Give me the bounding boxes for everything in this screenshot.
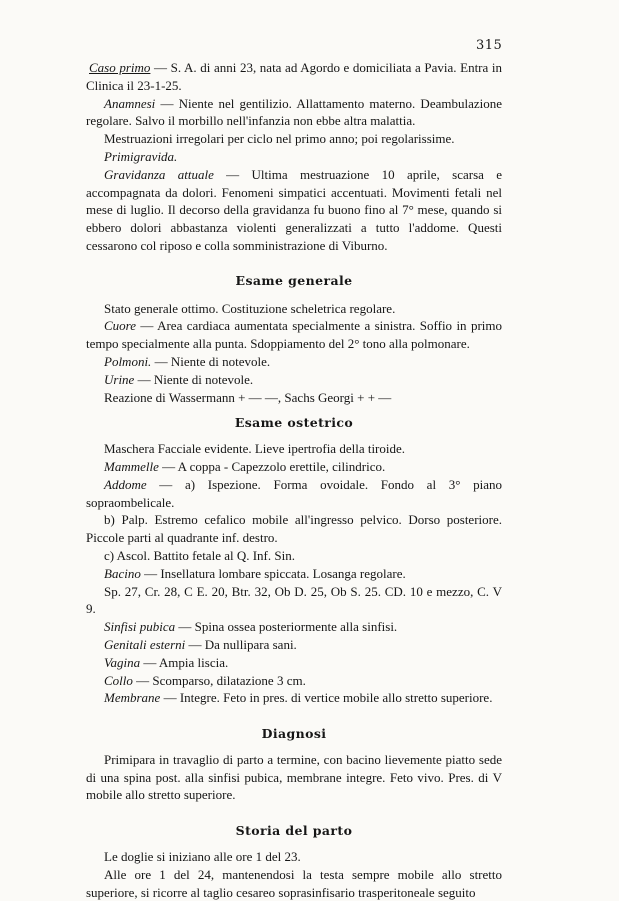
mestruazioni-line: Mestruazioni irregolari per ciclo nel primo anno; poi regolarissime. <box>104 131 455 147</box>
heading-esame-generale: Esame generale <box>235 272 353 288</box>
maschera-line: Maschera Facciale evidente. Lieve ipertrofia della tiroide. <box>104 441 406 457</box>
addome-paragraph: Addome — a) Ispezione. Forma ovoidale. Fondo al 3° piano sopraombelicale. <box>86 476 502 510</box>
sinfisi-line: Sinfisi pubica — Spina ossea posteriormente alla sinfisi. <box>104 619 398 635</box>
heading-esame-ostetrico: Esame ostetrico <box>234 415 354 431</box>
case-title: Caso primo <box>89 60 151 75</box>
heading-diagnosi: Diagnosi <box>261 726 327 742</box>
palpazione-paragraph: b) Palp. Estremo cefalico mobile all'ingresso pelvico. Dorso posteriore. Piccole parti al quadrante inf. destro. <box>86 512 502 546</box>
genitali-line: Genitali esterni — Da nullipara sani. <box>104 636 297 652</box>
vagina-line: Vagina — Ampia liscia. <box>104 654 229 670</box>
collo-line: Collo — Scomparso, dilatazione 3 cm. <box>104 672 306 688</box>
gravidanza-paragraph: Gravidanza attuale — Ultima mestruazione 10 aprile, scarsa e accompagnata da dolori. Fenomeni simpatici accentuati. Movimenti fetali nel mese di luglio. Il decorso della gravidanza fu buono fino al 7° mese, quando si ebbero dolori abbastanza violenti generalizzati a tutto l'addome. Questi cessarono col riposo e colla somministrazione di Viburno. <box>86 166 503 253</box>
case-intro: Caso primo — S. A. di anni 23, nata ad Agordo e domiciliata a Pavia. Entra in Clinica il 23-1-25. <box>86 60 503 93</box>
diagnosi-paragraph: Primipara in travaglio di parto a termine, con bacino lievemente piatto sede di una spina post. alla sinfisi pubica, membrane integre. Feto vivo. Pres. di V mobile allo stretto superiore. <box>86 751 502 803</box>
page-number: 315 <box>476 38 503 53</box>
misure-line: Sp. 27, Cr. 28, C E. 20, Btr. 32, Ob D. 25, Ob S. 25. CD. 10 e mezzo, C. V 9. <box>86 583 502 617</box>
bacino-line: Bacino — Insellatura lombare spiccata. Losanga regolare. <box>104 565 406 581</box>
storia-paragraph-2: Alle ore 1 del 24, mantenendosi la testa sempre mobile allo stretto superiore, si ricorre al taglio cesareo soprasinfisario trasperitoneale seguito <box>86 866 502 900</box>
ascoltazione-line: c) Ascol. Battito fetale al Q. Inf. Sin. <box>104 547 295 563</box>
reazione-line: Reazione di Wassermann + — —, Sachs Georgi + + — <box>104 389 392 405</box>
cuore-paragraph: Cuore — Area cardiaca aumentata specialmente a sinistra. Soffio in primo tempo specialmente alla punta. Sdoppiamento del 2° tono alla polmonare. <box>86 318 502 352</box>
body-text <box>86 59 502 901</box>
storia-line-1: Le doglie si iniziano alle ore 1 del 23. <box>104 849 301 865</box>
mammelle-line: Mammelle — A coppa - Capezzolo erettile, cilindrico. <box>104 458 386 474</box>
polmoni-line: Polmoni. — Niente di notevole. <box>104 353 271 369</box>
primigravida-line: Primigravida. <box>104 148 178 164</box>
stato-line: Stato generale ottimo. Costituzione scheletrica regolare. <box>104 300 396 316</box>
anamnesi-paragraph: Anamnesi — Niente nel gentilizio. Allattamento materno. Deambulazione regolare. Salvo il morbillo nell'infanzia non ebbe altra malattia. <box>86 95 502 129</box>
urine-line: Urine — Niente di notevole. <box>104 371 254 387</box>
heading-storia-del-parto: Storia del parto <box>235 823 353 839</box>
membrane-paragraph: Membrane — Integre. Feto in pres. di vertice mobile allo stretto superiore. <box>104 690 493 706</box>
